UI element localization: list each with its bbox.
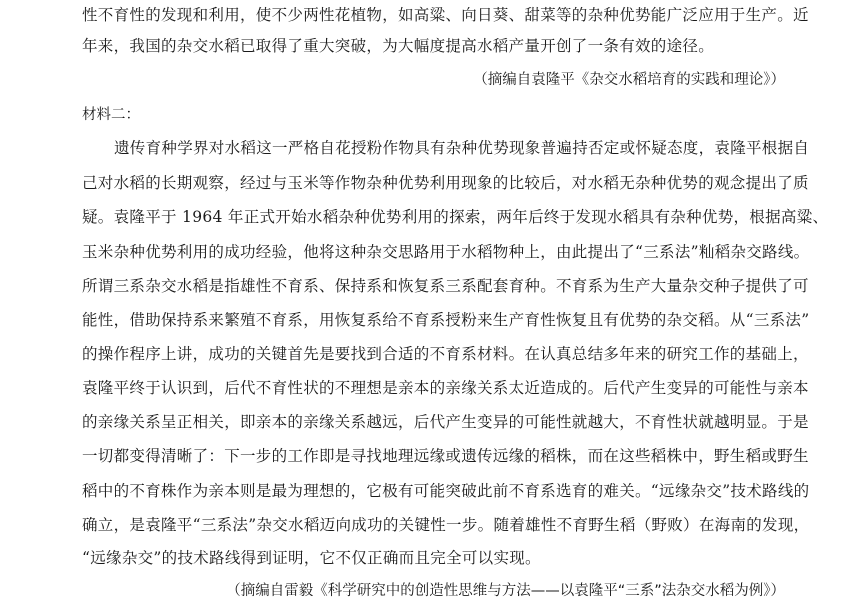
material2-line-10: 一切都变得清晰了：下一步的工作即是寻找地理远缘或遗传远缘的稻株，而在这些稻株中，野生稻或野生 xyxy=(82,447,809,465)
material2-line-12: 确立，是袁隆平“三系法”杂交水稻迈向成功的关键性一步。随着雄性不育野生稻（野败）在海南的发现， xyxy=(82,516,810,534)
passage1-line-1: 性不育性的发现和利用，使不少两性花植物，如高粱、向日葵、甜菜等的杂种优势能广泛应用于生产。近 xyxy=(82,6,809,24)
material2-line-3: 疑。袁隆平于 1964 年正式开始水稻杂种优势利用的探索，两年后终于发现水稻具有杂种优势，根据高粱、 xyxy=(82,208,829,226)
material2-line-8: 袁隆平终于认识到，后代不育性状的不理想是亲本的亲缘关系太近造成的。后代产生变异的可能性与亲本 xyxy=(82,379,809,397)
material2-line-9: 的亲缘关系呈正相关，即亲本的亲缘关系越远，后代产生变异的可能性就越大，不育性状就越明显。于是 xyxy=(82,413,809,431)
material2-line-1: 遗传育种学界对水稻这一严格自花授粉作物具有杂种优势现象普遍持否定或怀疑态度，袁隆平根据自 xyxy=(114,139,810,157)
material2-line-6: 能性，借助保持系来繁殖不育系，用恢复系给不育系授粉来生产育性恢复且有优势的杂交稻。从“三系法” xyxy=(82,311,810,329)
material2-line-4: 玉米杂种优势利用的成功经验，他将这种杂交思路用于水稻物种上，由此提出了“三系法”籼稻杂交路线。 xyxy=(82,243,810,261)
material2-source: （摘编自雷毅《科学研究中的创造性思维与方法——以袁隆平“三系”法杂交水稻为例》） xyxy=(226,583,785,599)
passage1-line-2: 年来，我国的杂交水稻已取得了重大突破，为大幅度提高水稻产量开创了一条有效的途径。 xyxy=(82,37,715,55)
material2-label: 材料二： xyxy=(82,107,140,123)
passage1-source: （摘编自袁隆平《杂交水稻培育的实践和理论》） xyxy=(473,72,785,88)
material2-line-11: 稻中的不育株作为亲本则是最为理想的，它极有可能突破此前不育系选育的难关。“远缘杂交”技术路线的 xyxy=(82,482,810,500)
material2-line-13: “远缘杂交”的技术路线得到证明，它不仅正确而且完全可以实现。 xyxy=(82,549,541,567)
material2-line-2: 己对水稻的长期观察，经过与玉米等作物杂种优势利用现象的比较后，对水稻无杂种优势的观念提出了质 xyxy=(82,174,809,192)
material2-line-7: 的操作程序上讲，成功的关键首先是要找到合适的不育系材料。在认真总结多年来的研究工作的基础上， xyxy=(82,345,809,363)
material2-line-5: 所谓三系杂交水稻是指雄性不育系、保持系和恢复系三系配套育种。不育系为生产大量杂交种子提供了可 xyxy=(82,277,809,295)
